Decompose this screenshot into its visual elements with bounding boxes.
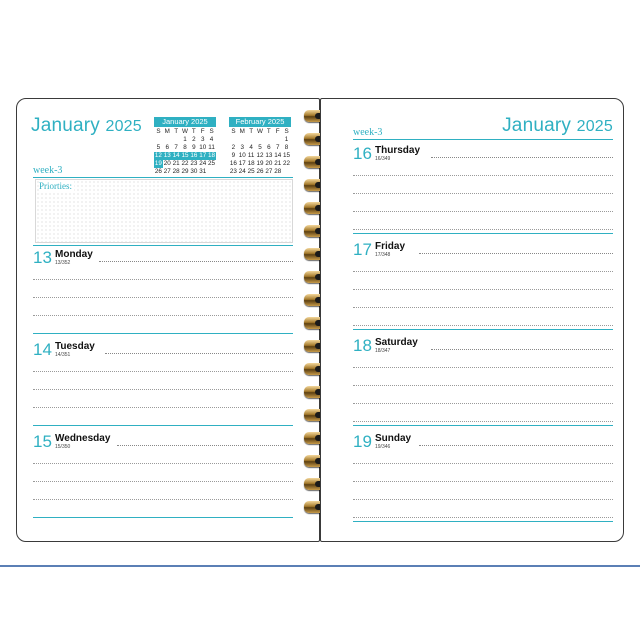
day-divider: [33, 425, 293, 426]
day-block-tuesday[interactable]: [33, 341, 293, 427]
mini-calendar-february: [229, 117, 291, 176]
mini-calendar-day: 12: [154, 152, 162, 159]
mini-calendar-day: 16: [190, 152, 198, 159]
right-month-title: [502, 115, 613, 137]
mini-calendar-day: 4: [249, 144, 253, 151]
mini-calendar-day: 9: [192, 144, 196, 151]
day-of-year-count: 18/347: [375, 348, 391, 354]
mini-calendar-day: [154, 136, 163, 144]
weekday-header: T: [249, 128, 254, 135]
writing-line[interactable]: [353, 175, 613, 176]
mini-calendar-day: 27: [163, 168, 171, 175]
day-number: 14: [33, 340, 52, 359]
mini-calendar-day: 18: [247, 160, 255, 167]
mini-calendar-day: 21: [172, 160, 180, 167]
mini-calendar-day: 13: [265, 152, 273, 159]
mini-calendar-day: 17: [199, 152, 207, 159]
mini-calendar-day: 7: [275, 144, 280, 151]
mini-calendar-day: [256, 136, 265, 144]
mini-calendar-day: [229, 136, 238, 144]
mini-calendar-day: 6: [267, 144, 271, 151]
mini-calendar-title: February 2025: [229, 117, 291, 127]
day-of-year-count: 15/350: [55, 444, 71, 450]
day-number: 16: [353, 144, 372, 163]
day-divider: [353, 425, 613, 426]
mini-calendar-day: 26: [256, 168, 264, 175]
day-of-year-count: 19/346: [375, 444, 391, 450]
mini-calendar-day: 24: [238, 168, 246, 175]
mini-calendar-day: [264, 136, 273, 144]
writing-line[interactable]: [33, 279, 293, 280]
mini-calendar-day: 21: [274, 160, 282, 167]
weekday-header: S: [209, 128, 214, 135]
mini-calendar-day: 11: [247, 152, 255, 159]
writing-line[interactable]: [353, 211, 613, 212]
mini-calendar-day: [207, 168, 216, 176]
day-of-year-count: 16/349: [375, 156, 391, 162]
day-name: Saturday: [375, 337, 418, 348]
day-header-line: [431, 157, 613, 158]
day-name: Wednesday: [55, 433, 111, 444]
writing-line[interactable]: [353, 481, 613, 482]
writing-line[interactable]: [33, 407, 293, 408]
writing-line[interactable]: [33, 499, 293, 500]
weekday-header: W: [182, 128, 188, 135]
mini-calendar-grid: [229, 128, 291, 176]
year: 2025: [105, 118, 142, 135]
background-band: [0, 565, 640, 567]
mini-calendar-day: 30: [190, 168, 198, 175]
day-divider: [353, 521, 613, 522]
mini-calendar-day: 5: [156, 144, 161, 151]
priorities-rule: [33, 245, 293, 246]
day-of-year-count: 14/351: [55, 352, 71, 358]
mini-calendar-day: [238, 136, 247, 144]
mini-calendar-day: 13: [163, 152, 171, 159]
day-divider: [33, 333, 293, 334]
day-name: Friday: [375, 241, 406, 252]
mini-calendar-day: 5: [258, 144, 262, 151]
mini-calendar-day: 16: [229, 160, 237, 167]
month-name: January: [502, 115, 572, 136]
day-header-line: [419, 253, 613, 254]
week-label: week-3: [33, 165, 63, 176]
day-block-wednesday[interactable]: [33, 433, 293, 519]
mini-calendar-day: 25: [208, 160, 216, 167]
weekday-header: M: [164, 128, 170, 135]
day-header-line: [105, 353, 293, 354]
day-number: 19: [353, 432, 372, 451]
mini-calendar-day: 24: [199, 160, 207, 167]
mini-calendar-day: 19: [256, 160, 264, 167]
day-block-thursday[interactable]: [353, 145, 613, 235]
day-header-line: [419, 445, 613, 446]
day-header-line: [99, 261, 293, 262]
writing-line[interactable]: [353, 229, 613, 230]
mini-calendar-day: 8: [183, 144, 187, 151]
day-number: 13: [33, 248, 52, 267]
day-of-year-count: 13/352: [55, 260, 71, 266]
mini-calendar-day: 27: [265, 168, 273, 175]
mini-calendar-day: 10: [238, 152, 246, 159]
writing-line[interactable]: [353, 271, 613, 272]
mini-calendar-day: 1: [284, 136, 289, 143]
mini-calendar-day: 2: [231, 144, 236, 151]
day-number: 18: [353, 336, 372, 355]
writing-line[interactable]: [353, 403, 613, 404]
writing-line[interactable]: [33, 481, 293, 482]
mini-calendar-day: [172, 136, 181, 144]
mini-calendar-day: 3: [200, 136, 205, 143]
weekday-header: S: [156, 128, 161, 135]
mini-calendar-day: 1: [183, 136, 187, 143]
weekday-header: W: [257, 128, 263, 135]
mini-calendar-day: 9: [231, 152, 236, 159]
mini-calendar-day: 29: [181, 168, 189, 175]
mini-calendar-day: 15: [181, 152, 189, 159]
mini-calendar-grid: [154, 128, 216, 176]
mini-calendar-day: 20: [265, 160, 273, 167]
day-name: Tuesday: [55, 341, 95, 352]
day-divider: [33, 517, 293, 518]
mini-calendar-day: 23: [190, 160, 198, 167]
mini-calendar-day: 10: [199, 144, 207, 151]
writing-line[interactable]: [33, 371, 293, 372]
writing-line[interactable]: [33, 315, 293, 316]
weekday-header: F: [275, 128, 280, 135]
mini-calendar-day: 25: [247, 168, 255, 175]
weekday-header: S: [231, 128, 236, 135]
weekday-header: T: [191, 128, 196, 135]
mini-calendar-day: 22: [283, 160, 291, 167]
day-name: Monday: [55, 249, 93, 260]
mini-calendar-day: 22: [181, 160, 189, 167]
mini-calendar-day: 18: [208, 152, 216, 159]
writing-line[interactable]: [353, 325, 613, 326]
writing-line[interactable]: [353, 463, 613, 464]
day-block-sunday[interactable]: [353, 433, 613, 523]
day-of-year-count: 17/348: [375, 252, 391, 258]
weekday-header: S: [284, 128, 289, 135]
mini-calendar-day: [247, 136, 256, 144]
year: 2025: [576, 118, 613, 135]
writing-line[interactable]: [353, 307, 613, 308]
writing-line[interactable]: [33, 297, 293, 298]
mini-calendar-day: 19: [154, 160, 162, 167]
header-rule: [33, 177, 293, 178]
day-name: Sunday: [375, 433, 412, 444]
day-block-saturday[interactable]: [353, 337, 613, 427]
mini-calendar-day: 14: [172, 152, 180, 159]
day-name: Thursday: [375, 145, 421, 156]
day-divider: [353, 329, 613, 330]
mini-calendar-day: [163, 136, 172, 144]
mini-calendar-day: 7: [174, 144, 178, 151]
day-block-monday[interactable]: [33, 249, 293, 335]
left-page: [16, 98, 320, 542]
mini-calendar-day: 14: [274, 152, 282, 159]
writing-line[interactable]: [33, 463, 293, 464]
writing-line[interactable]: [353, 517, 613, 518]
writing-line[interactable]: [353, 193, 613, 194]
month-name: January: [31, 115, 100, 136]
right-page: [320, 98, 624, 542]
mini-calendar-day: 3: [240, 144, 245, 151]
writing-line[interactable]: [353, 421, 613, 422]
weekday-header: M: [239, 128, 245, 135]
weekday-header: F: [200, 128, 205, 135]
writing-line[interactable]: [353, 289, 613, 290]
left-month-title: [31, 115, 142, 137]
day-number: 15: [33, 432, 52, 451]
writing-line[interactable]: [33, 389, 293, 390]
mini-calendar-day: [273, 136, 282, 144]
mini-calendar-title: January 2025: [154, 117, 216, 127]
mini-calendar-day: 20: [163, 160, 171, 167]
mini-calendar-day: 23: [229, 168, 237, 175]
mini-calendar-day: 17: [238, 160, 246, 167]
day-number: 17: [353, 240, 372, 259]
priorities-box[interactable]: [35, 179, 293, 243]
mini-calendar-day: 4: [209, 136, 214, 143]
header-rule: [353, 139, 613, 140]
day-divider: [353, 233, 613, 234]
day-block-friday[interactable]: [353, 241, 613, 331]
writing-line[interactable]: [353, 385, 613, 386]
mini-calendar-day: 28: [274, 168, 282, 175]
weekday-header: T: [266, 128, 271, 135]
mini-calendar-day: 31: [199, 168, 207, 175]
mini-calendar-day: 8: [284, 144, 289, 151]
mini-calendar-day: 11: [208, 144, 215, 151]
mini-calendar-day: 28: [172, 168, 180, 175]
weekday-header: T: [174, 128, 179, 135]
mini-calendar-day: 6: [165, 144, 170, 151]
mini-calendar-day: [282, 168, 291, 176]
mini-calendar-january: [154, 117, 216, 176]
writing-line[interactable]: [353, 367, 613, 368]
mini-calendar-day: 2: [192, 136, 196, 143]
mini-calendar-day: 26: [154, 168, 162, 175]
priorities-label: Priorties:: [39, 181, 72, 191]
mini-calendar-day: 12: [256, 152, 264, 159]
week-label: week-3: [353, 127, 383, 138]
writing-line[interactable]: [353, 499, 613, 500]
day-header-line: [117, 445, 293, 446]
day-header-line: [431, 349, 613, 350]
mini-calendar-day: 15: [283, 152, 291, 159]
